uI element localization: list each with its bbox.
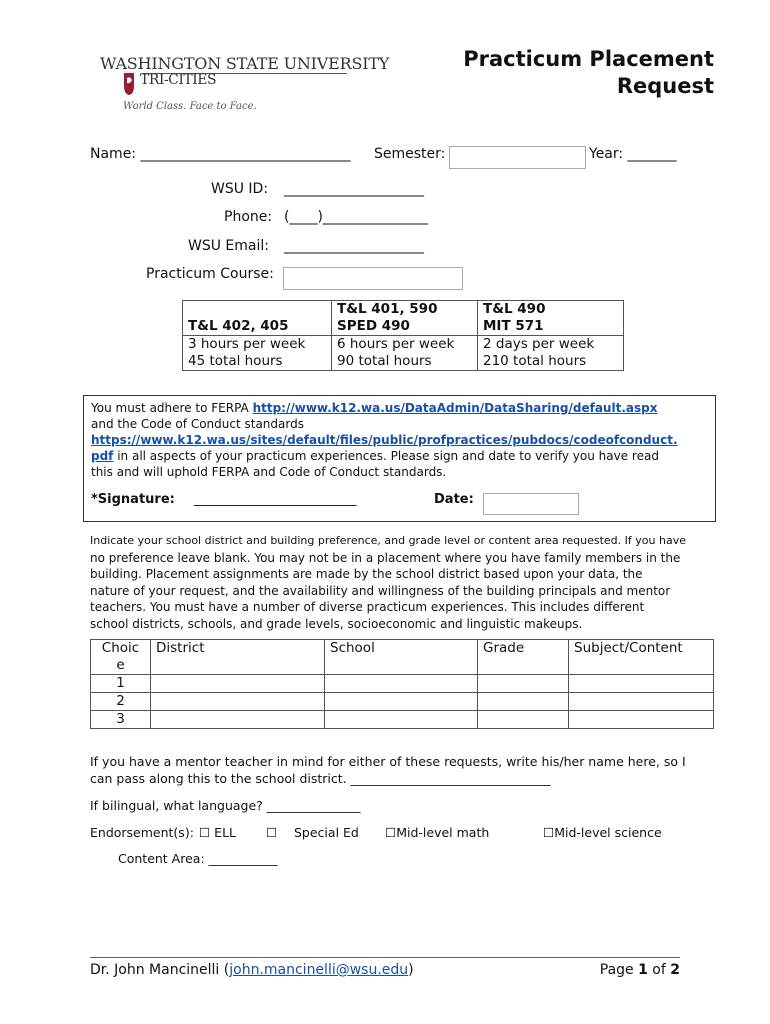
course-col-1-header: T&L 402, 405 (183, 301, 332, 336)
course-col-2-header: T&L 401, 590 SPED 490 (332, 301, 478, 336)
preference-table (90, 639, 714, 729)
district-cell[interactable] (151, 693, 325, 711)
logo-campus: TRI-CITIES (140, 72, 217, 88)
footer-contact: Dr. John Mancinelli (john.mancinelli@wsu.edu) (90, 962, 414, 978)
semester-input[interactable] (449, 146, 586, 169)
subject-cell[interactable] (569, 675, 714, 693)
school-cell[interactable] (325, 675, 478, 693)
course-col-3-hours: 2 days per week 210 total hours (478, 336, 624, 371)
choice-number: 3 (91, 711, 151, 729)
special-ed-checkbox[interactable]: ☐ (266, 825, 278, 840)
instructions-line: building. Placement assignments are made by the school district based upon your data, the (90, 567, 643, 581)
instructions-line: school districts, schools, and grade levels, socioeconomic and linguistic makeups. (90, 616, 583, 631)
course-input[interactable] (283, 267, 463, 290)
wsu-id-field[interactable]: ____________________ (284, 181, 424, 197)
email-label: WSU Email: (188, 238, 269, 254)
course-col-1-hours: 3 hours per week 45 total hours (183, 336, 332, 371)
ferpa-line-4: pdf in all aspects of your practicum experiences. Please sign and date to verify you have read (91, 449, 659, 463)
course-table (182, 300, 624, 371)
course-col-2-hours: 6 hours per week 90 total hours (332, 336, 478, 371)
school-cell[interactable] (325, 693, 478, 711)
district-cell[interactable] (151, 711, 325, 729)
logo-tagline: World Class. Face to Face. (123, 101, 257, 112)
page-number: Page 1 of 2 (599, 962, 680, 978)
ferpa-intro: You must adhere to FERPA (91, 401, 253, 415)
instructions-line: Indicate your school district and building preference, and grade level or content area requested. If you have (90, 534, 686, 547)
course-label: Practicum Course: (146, 266, 274, 282)
choice-number: 2 (91, 693, 151, 711)
title-line-1: Practicum Placement (463, 47, 714, 71)
date-label: Date: (434, 492, 474, 507)
subject-cell[interactable] (569, 711, 714, 729)
ell-checkbox[interactable]: ☐ ELL (199, 825, 237, 840)
header-district: District (151, 640, 325, 675)
date-input[interactable] (483, 493, 579, 515)
ferpa-link[interactable]: http://www.k12.wa.us/DataAdmin/DataSharing/default.aspx (252, 401, 658, 415)
grade-cell[interactable] (478, 693, 569, 711)
cougar-logo-icon (122, 72, 136, 96)
phone-label: Phone: (224, 209, 273, 225)
bilingual-field[interactable]: If bilingual, what language? _______________ (90, 798, 361, 813)
grade-cell[interactable] (478, 711, 569, 729)
table-row (91, 693, 714, 711)
name-field[interactable]: Name: ______________________________ (90, 146, 351, 162)
ferpa-line-1 (91, 400, 711, 416)
semester-label: Semester: (374, 146, 446, 162)
ferpa-box (83, 395, 716, 522)
subject-cell[interactable] (569, 693, 714, 711)
special-ed-label: Special Ed (294, 825, 359, 840)
code-of-conduct-link[interactable]: https://www.k12.wa.us/sites/default/files/public/profpractices/pubdocs/codeofconduct. (91, 433, 678, 447)
course-col-3-header: T&L 490 MIT 571 (478, 301, 624, 336)
instructions-line: nature of your request, and the availability and willingness of the building principals and mentor (90, 583, 671, 598)
logo-university: WASHINGTON STATE UNIVERSITY (100, 54, 390, 73)
choice-number: 1 (91, 675, 151, 693)
mentor-paragraph[interactable]: If you have a mentor teacher in mind for either of these requests, write his/her name here, so I can pass along this to the school district. ________________________________ (90, 754, 686, 786)
mid-level-math-checkbox[interactable]: ☐Mid-level math (385, 825, 490, 840)
instructions-line: no preference leave blank. You may not be in a placement where you have family members in the (90, 550, 681, 565)
year-field[interactable]: Year: _______ (589, 146, 677, 162)
content-area-field[interactable]: Content Area: ___________ (118, 851, 278, 866)
header-grade: Grade (478, 640, 569, 675)
wsu-id-label: WSU ID: (211, 181, 269, 197)
district-cell[interactable] (151, 675, 325, 693)
mid-level-science-checkbox[interactable]: ☐Mid-level science (543, 825, 662, 840)
phone-field[interactable]: (____)_______________ (284, 209, 428, 225)
page-title (463, 46, 714, 100)
footer-divider (90, 957, 680, 958)
ferpa-line-5: this and will uphold FERPA and Code of Conduct standards. (91, 465, 447, 479)
email-link[interactable]: john.mancinelli@wsu.edu (229, 962, 409, 978)
instructions-paragraph (90, 533, 710, 632)
code-of-conduct-link-end[interactable]: pdf (91, 449, 114, 463)
instructions-line: teachers. You must have a number of diverse practicum experiences. This includes different (90, 600, 645, 614)
title-line-2: Request (616, 74, 714, 98)
table-row (91, 711, 714, 729)
signature-field[interactable]: _________________________ (194, 492, 357, 507)
signature-label: *Signature: (91, 492, 175, 507)
header-choice: Choic e (91, 640, 151, 675)
ferpa-line-2: and the Code of Conduct standards (91, 417, 304, 431)
endorsement-label: Endorsement(s): (90, 825, 194, 840)
header-school: School (325, 640, 478, 675)
grade-cell[interactable] (478, 675, 569, 693)
table-row (91, 675, 714, 693)
header-subject: Subject/Content (569, 640, 714, 675)
email-field[interactable]: ____________________ (284, 238, 424, 254)
school-cell[interactable] (325, 711, 478, 729)
ferpa-line-3 (91, 432, 711, 448)
